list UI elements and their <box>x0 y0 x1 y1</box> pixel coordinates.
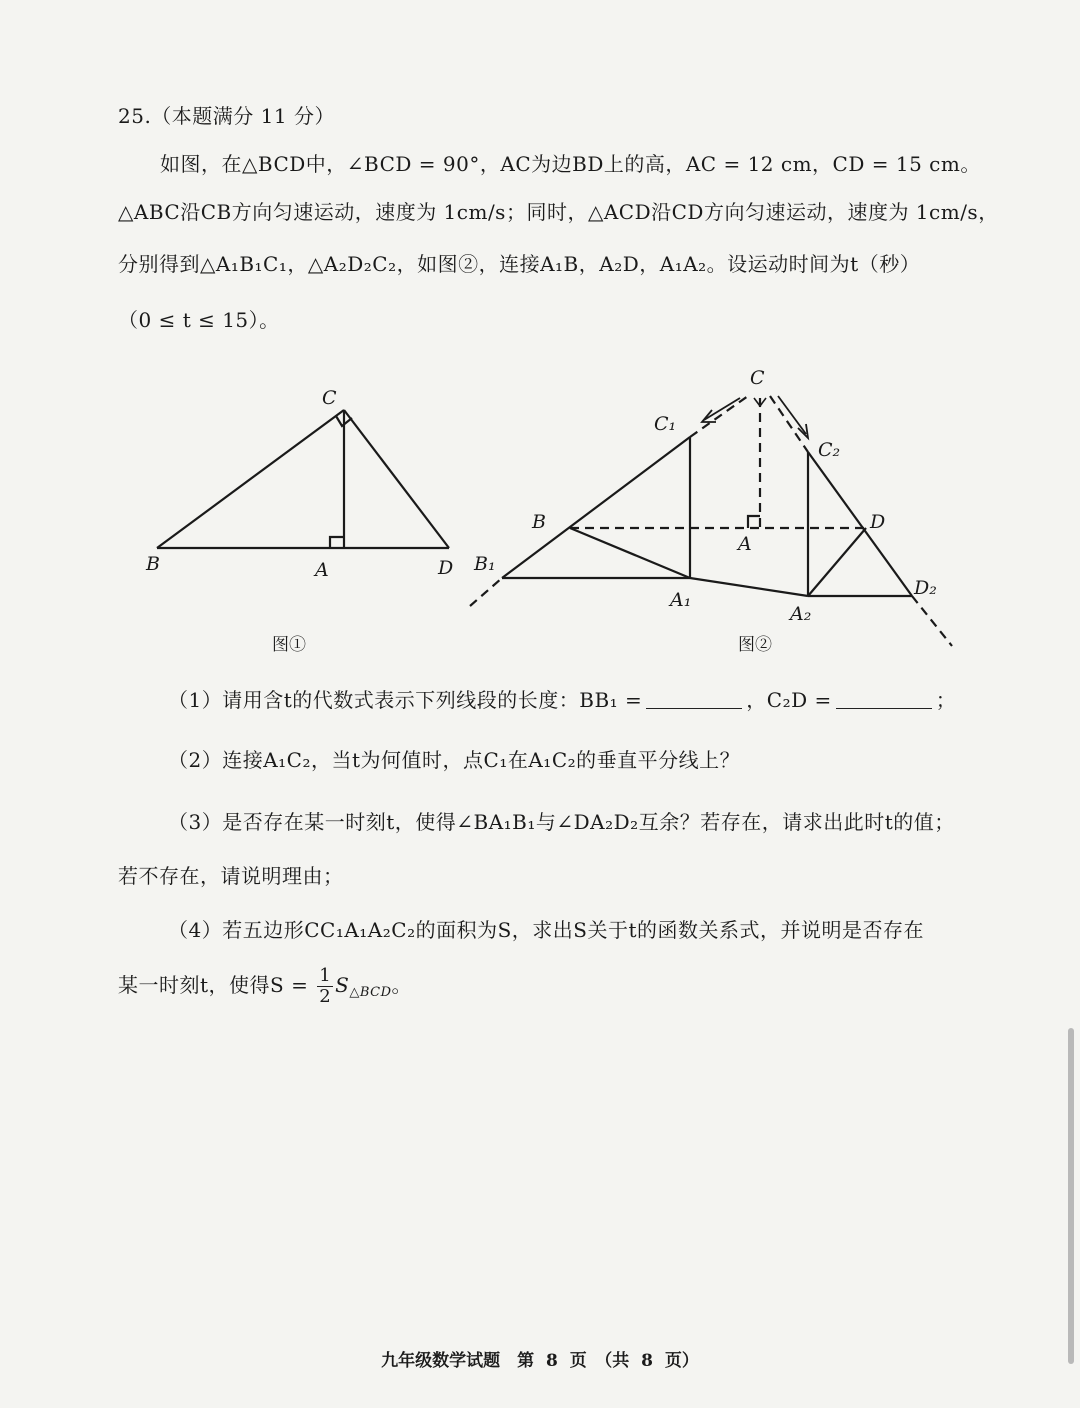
fig1-right-angle-a <box>330 537 344 548</box>
figure-1-caption: 图① <box>272 635 306 655</box>
fig2-dashed-cc2 <box>770 396 808 452</box>
question-1-mid: ，C₂D = <box>746 688 832 712</box>
fraction-numerator: 1 <box>319 965 332 986</box>
problem-stem-line-2: △ABC沿CB方向匀速运动，速度为 1cm/s；同时，△ACD沿CD方向匀速运动，速度为 1cm/s， <box>118 200 999 224</box>
question-3-line-2: 若不存在，请说明理由； <box>118 864 344 888</box>
question-4-prefix: 某一时刻t，使得S = <box>118 973 309 997</box>
fig1-label-d: D <box>438 557 454 579</box>
fig2-arrow-left-line <box>704 398 740 420</box>
area-symbol: S <box>335 973 350 997</box>
question-1-end: ； <box>935 688 957 712</box>
question-2: （2）连接A₁C₂，当t为何值时，点C₁在A₁C₂的垂直平分线上？ <box>168 748 741 772</box>
fig2-segment-a1a2 <box>690 578 808 596</box>
problem-stem-line-4: （0 ≤ t ≤ 15）。 <box>118 308 280 332</box>
fig2-label-d2: D₂ <box>914 577 937 599</box>
area-subscript: △BCD <box>349 985 392 1000</box>
problem-stem-line-3: 分别得到△A₁B₁C₁，△A₂D₂C₂，如图②，连接A₁B，A₂D，A₁A₂。设运动时间为t（秒） <box>118 252 921 276</box>
fig1-segment-bc <box>157 410 344 548</box>
fig2-label-b1: B₁ <box>474 553 496 575</box>
fig2-segment-c2d2 <box>808 452 912 596</box>
fig1-label-c: C <box>322 387 337 409</box>
fig2-label-c1: C₁ <box>654 413 677 435</box>
fig2-dashed-ext-b1 <box>470 578 502 606</box>
question-4-line-2 <box>118 966 412 1007</box>
question-1 <box>168 684 956 713</box>
fig1-label-b: B <box>146 553 160 575</box>
figure-1 <box>157 410 449 548</box>
fig2-dashed-cc1 <box>690 396 748 437</box>
answer-blank-c2d[interactable] <box>836 708 932 709</box>
fig2-label-a1: A₁ <box>670 589 692 611</box>
scrollbar[interactable] <box>1068 1028 1074 1364</box>
answer-blank-bb1[interactable] <box>646 708 742 709</box>
fig2-label-b: B <box>532 511 546 533</box>
fig1-segment-cd <box>344 410 449 548</box>
problem-heading: 25.（本题满分 11 分） <box>118 104 335 128</box>
fig2-label-c2: C₂ <box>818 439 841 461</box>
fraction-one-half <box>317 966 333 1007</box>
figures-svg <box>0 0 1080 700</box>
fig2-label-a: A <box>738 533 752 555</box>
fig2-segment-a2d <box>808 528 866 596</box>
page-footer: 九年级数学试题 第 8 页 （共 8 页） <box>381 1351 699 1371</box>
fig2-label-a2: A₂ <box>790 603 812 625</box>
question-3-line-1: （3）是否存在某一时刻t，使得∠BA₁B₁与∠DA₂D₂互余？若存在，请求出此时t的值； <box>168 810 955 834</box>
fig2-right-angle-a <box>748 516 760 528</box>
question-1-prefix: （1）请用含t的代数式表示下列线段的长度：BB₁ = <box>168 688 643 712</box>
figure-2-caption: 图② <box>738 635 772 655</box>
fig2-segment-b1c1 <box>502 437 690 578</box>
fig2-label-c: C <box>750 367 765 389</box>
fig2-label-d: D <box>870 511 886 533</box>
fig1-label-a: A <box>315 559 329 581</box>
question-4-line-1: （4）若五边形CC₁A₁A₂C₂的面积为S，求出S关于t的函数关系式，并说明是否存在 <box>168 918 925 942</box>
fraction-denominator: 2 <box>319 986 332 1007</box>
fig2-dashed-ext-d2 <box>912 596 952 646</box>
problem-stem-line-1: 如图，在△BCD中，∠BCD = 90°，AC为边BD上的高，AC = 12 cm，CD = 15 cm。 <box>160 152 981 176</box>
fig2-segment-a1b <box>570 528 690 578</box>
question-4-end: 。 <box>391 973 413 997</box>
